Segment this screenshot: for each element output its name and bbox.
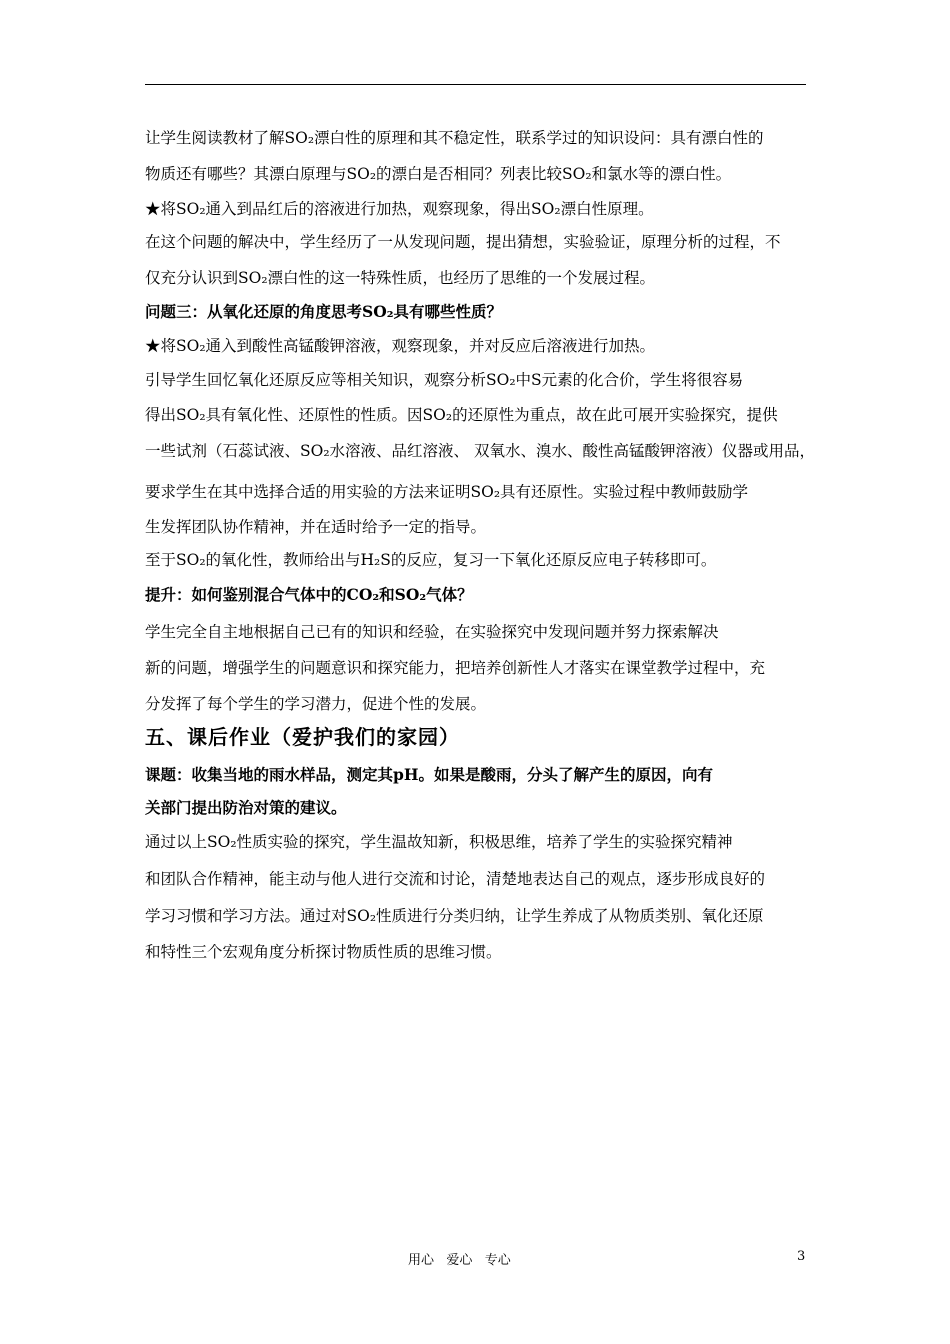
section-five-heading: 五、课后作业（爱护我们的家园） <box>145 725 460 749</box>
homework-task-line: 课题：收集当地的雨水样品，测定其pH。如果是酸雨，分头了解产生的原因，向有 <box>145 765 713 784</box>
paragraph-line: 和特性三个宏观角度分析探讨物质性质的思维习惯。 <box>145 943 502 961</box>
paragraph-line: 生发挥团队协作精神，并在适时给予一定的指导。 <box>145 518 487 536</box>
paragraph-line: 仅充分认识到SO₂漂白性的这一特殊性质，也经历了思维的一个发展过程。 <box>145 269 656 287</box>
paragraph-line: 要求学生在其中选择合适的用实验的方法来证明SO₂具有还原性。实验过程中教师鼓励学 <box>145 483 749 501</box>
paragraph-line: ★将SO₂通入到酸性高锰酸钾溶液，观察现象，并对反应后溶液进行加热。 <box>145 337 656 355</box>
paragraph-line: 新的问题，增强学生的问题意识和探究能力，把培养创新性人才落实在课堂教学过程中，充 <box>145 659 766 677</box>
paragraph-line: 物质还有哪些？其漂白原理与SO₂的漂白是否相同？列表比较SO₂和氯水等的漂白性。 <box>145 165 732 183</box>
paragraph-line: 和团队合作精神，能主动与他人进行交流和讨论，清楚地表达自己的观点，逐步形成良好的 <box>145 870 766 888</box>
paragraph-line: 在这个问题的解决中，学生经历了一从发现问题，提出猜想，实验验证，原理分析的过程，不 <box>145 233 781 251</box>
paragraph-line: 得出SO₂具有氧化性、还原性的性质。因SO₂的还原性为重点，故在此可展开实验探究，提供 <box>145 406 778 424</box>
question-three-heading: 问题三：从氧化还原的角度思考SO₂具有哪些性质？ <box>145 302 502 321</box>
footer-motto: 用心 爱心 专心 <box>408 1253 511 1268</box>
header-rule <box>145 84 806 85</box>
paragraph-line: 学习习惯和学习方法。通过对SO₂性质进行分类归纳，让学生养成了从物质类别、氧化还原 <box>145 907 764 925</box>
paragraph-line: 一些试剂（石蕊试液、SO₂水溶液、品红溶液、 双氧水、溴水、酸性高锰酸钾溶液）仪器或用品， <box>145 442 815 460</box>
paragraph-line: 学生完全自主地根据自己已有的知识和经验，在实验探究中发现问题并努力探索解决 <box>145 623 719 641</box>
page-number: 3 <box>797 1249 806 1264</box>
paragraph-line: ★将SO₂通入到品红后的溶液进行加热，观察现象，得出SO₂漂白性原理。 <box>145 200 654 218</box>
paragraph-line: 通过以上SO₂性质实验的探究，学生温故知新，积极思维，培养了学生的实验探究精神 <box>145 833 733 851</box>
paragraph-line: 让学生阅读教材了解SO₂漂白性的原理和其不稳定性，联系学过的知识设问：具有漂白性的 <box>145 129 764 147</box>
paragraph-line: 至于SO₂的氧化性，教师给出与H₂S的反应，复习一下氧化还原反应电子转移即可。 <box>145 551 717 569</box>
paragraph-line: 分发挥了每个学生的学习潜力，促进个性的发展。 <box>145 695 487 713</box>
lift-heading: 提升：如何鉴别混合气体中的CO₂和SO₂气体？ <box>145 585 473 604</box>
homework-task-line: 关部门提出防治对策的建议。 <box>145 798 347 817</box>
paragraph-line: 引导学生回忆氧化还原反应等相关知识，观察分析SO₂中S元素的化合价，学生将很容易 <box>145 371 744 389</box>
